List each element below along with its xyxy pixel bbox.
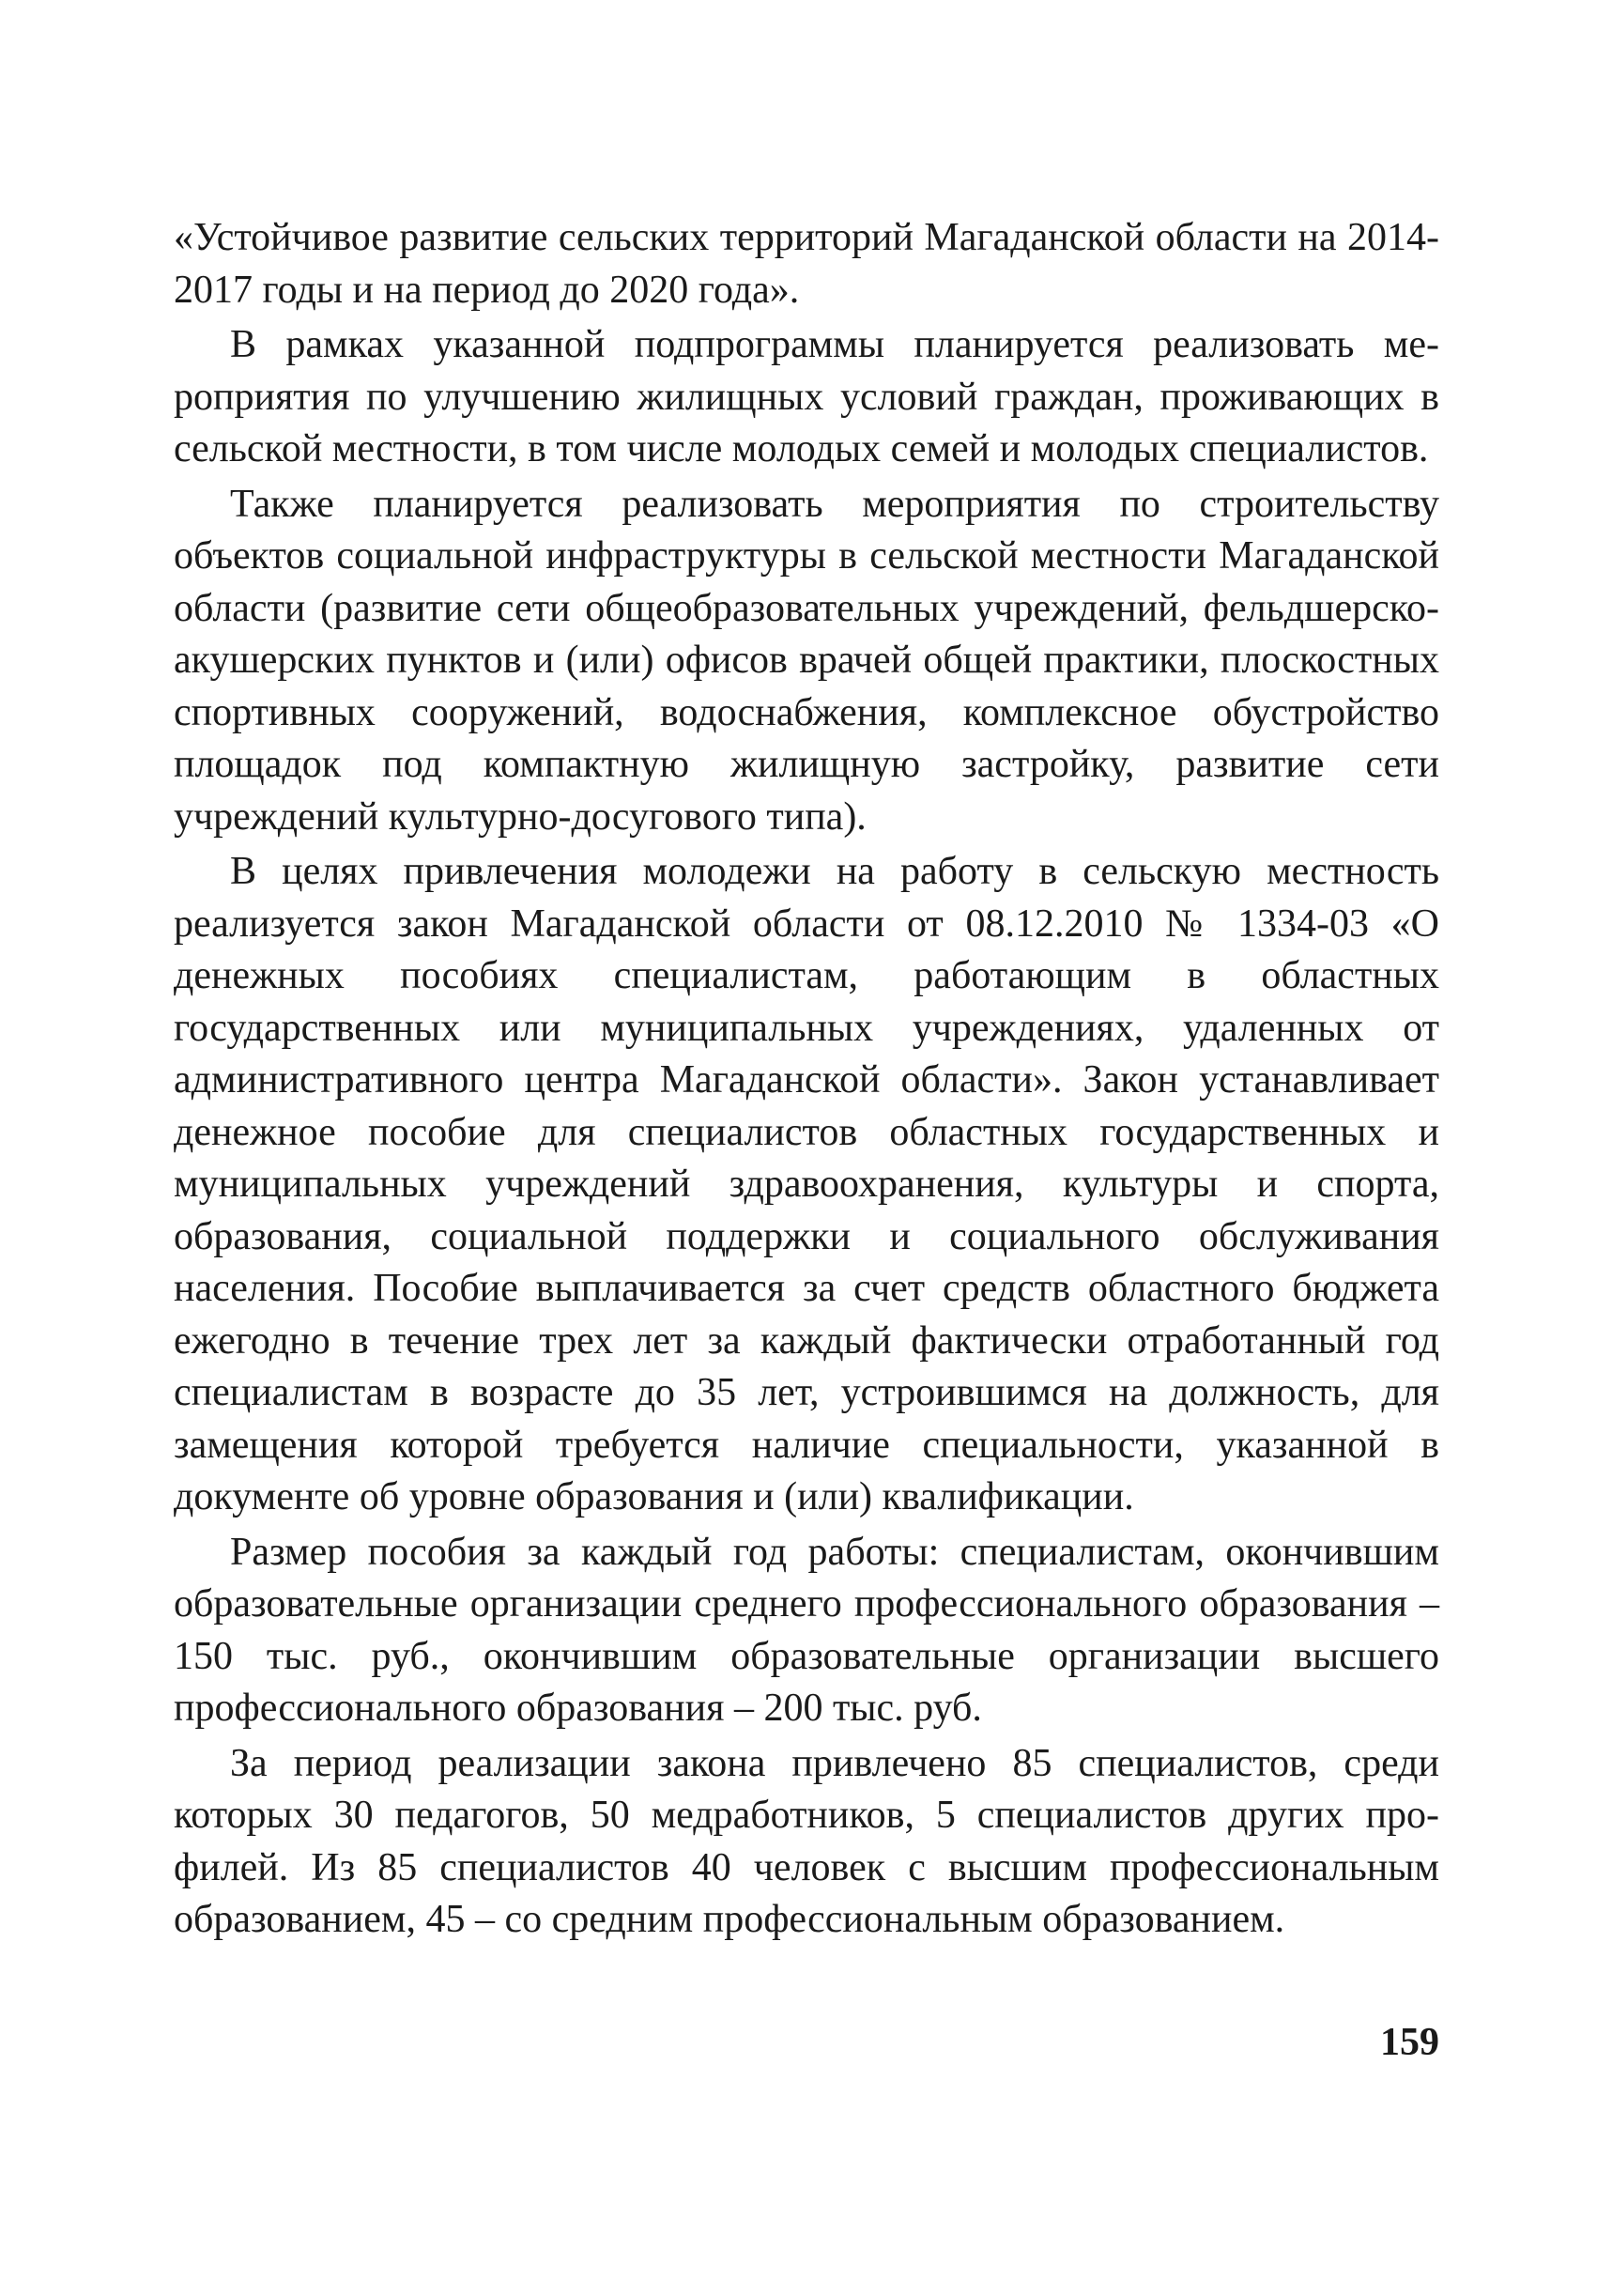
page-body bbox=[174, 212, 1439, 1949]
paragraph-infrastructure: Также планируется реализовать мероприятия по строительству объектов социальной инфраструктуры в сельской местности Магаданской области (развитие сети общеобразовательных учреждений, фельдшерско-акушерских пунктов и (или) офисов врачей общей практики, плоскостных спортивных сооружений, водоснабжения, комплексное обустройство площадок под компактную жилищную застройку, развитие сети учреждений культурно-досугового типа). bbox=[174, 482, 1439, 839]
paragraph-program-title: «Устойчивое развитие сельских территорий Магаданской области на 2014-2017 годы и на период до 2020 года». bbox=[174, 216, 1439, 312]
paragraph-youth-law: В целях привлечения молодежи на работу в сельскую местность реализуется закон Магаданской области от 08.12.2010 № 1334-03 «О денежных пособиях специалистам, работающим в областных государственных или муниципальных учреждениях, удаленных от административного центра Магаданской области». Закон устанавливает денежное пособие для специалистов областных государственных и муниципальных учреждений здравоохранения, культуры и спорта, образования, социальной поддержки и социального обслуживания населения. Пособие выплачивается за счет средств областного бюджета ежегодно в течение трех лет за каждый фактически отработанный год специалистам в возрасте до 35 лет, устроившимся на должность, для замещения которой требуется наличие специальности, указанной в документе об уровне образования и (или) квалификации. bbox=[174, 850, 1439, 1518]
paragraph-allowance-size: Размер пособия за каждый год работы: специалистам, окончившим образовательные организации среднего профессионального образования –150 тыс. руб., окончившим образовательные организации высшего профессионального образования – 200 тыс. руб. bbox=[174, 1530, 1439, 1730]
page-number: 159 bbox=[1380, 2021, 1439, 2064]
paragraph-results: За период реализации закона привлечено 85 специалистов, среди которых 30 педагогов, 50 медработников, 5 специалистов других профилей. Из 85 специалистов 40 человек с высшим профессиональным образованием, 45 – со средним профессиональным образованием. bbox=[174, 1741, 1439, 1941]
paragraph-housing-measures: В рамках указанной подпрограммы планируется реализовать мероприятия по улучшению жилищных условий граждан, проживающих в сельской местности, в том числе молодых семей и молодых специалистов. bbox=[174, 323, 1439, 470]
